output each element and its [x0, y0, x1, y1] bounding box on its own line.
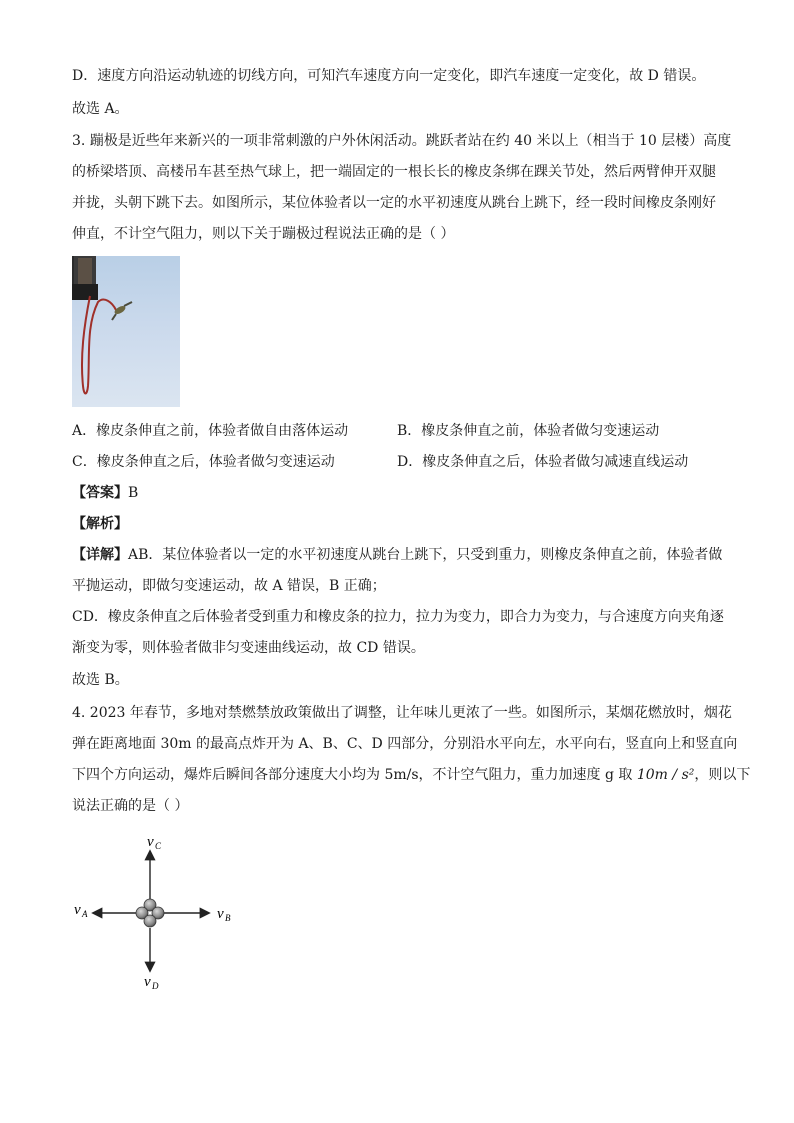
label-vc: v [147, 834, 154, 850]
option-d-explanation: D．速度方向沿运动轨迹的切线方向，可知汽车速度方向一定变化，即汽车速度一定变化，故 D 错误。 [72, 68, 706, 84]
detail-line-2: 平抛运动，即做匀变速运动，故 A 错误，B 正确； [72, 578, 386, 594]
question-4-line-1: 4. 2023 年春节，多地对禁燃禁放政策做出了调整，让年味儿更浓了一些。如图所示，某烟花燃放时，烟花 [72, 705, 732, 721]
option-b: B．橡皮条伸直之前，体验者做匀变速运动 [397, 423, 660, 439]
question-3-line-2: 的桥梁塔顶、高楼吊车甚至热气球上，把一端固定的一根长长的橡皮条绑在踝关节处，然后两臂伸开双腿 [72, 164, 716, 180]
option-a: A．橡皮条伸直之前，体验者做自由落体运动 [72, 423, 349, 439]
answer-label: 【答案】 [72, 485, 128, 501]
detail-label: 【详解】 [72, 547, 128, 563]
velocity-diagram [72, 830, 242, 998]
analysis-label: 【解析】 [72, 516, 128, 532]
label-vd: v [144, 974, 151, 990]
detail-line-5: 故选 B。 [72, 672, 129, 688]
detail-text-1: AB．某位体验者以一定的水平初速度从跳台上跳下，只受到重力，则橡皮条伸直之前，体验者做 [128, 547, 723, 563]
label-va: v [74, 902, 81, 918]
question-4-line-4: 说法正确的是（ ） [72, 798, 189, 814]
answer-choice-prev: 故选 A。 [72, 101, 129, 117]
detail-line-3: CD．橡皮条伸直之后体验者受到重力和橡皮条的拉力，拉力为变力，即合力为变力，与合速度方向夹角逐 [72, 609, 724, 625]
option-c: C．橡皮条伸直之后，体验者做匀变速运动 [72, 454, 335, 470]
question-3-line-3: 并拢，头朝下跳下去。如图所示，某位体验者以一定的水平初速度从跳台上跳下，经一段时间橡皮条刚好 [72, 195, 716, 211]
question-4-text-3c: ，则以下 [694, 767, 751, 783]
answer-value: B [128, 485, 139, 501]
bungee-photo [72, 256, 180, 407]
detail-line-4: 渐变为零，则体验者做非匀变速曲线运动，故 CD 错误。 [72, 640, 425, 656]
question-3-line-4: 伸直，不计空气阻力，则以下关于蹦极过程说法正确的是（ ） [72, 226, 455, 242]
question-4-text-3a: 下四个方向运动，爆炸后瞬间各部分速度大小均为 5m/s，不计空气阻力，重力加速度 g 取 [72, 767, 633, 783]
question-4-line-3 [72, 765, 750, 785]
detail-line-1 [72, 545, 722, 565]
label-vb: v [217, 906, 224, 922]
velocity-arrows [72, 830, 242, 998]
option-d: D．橡皮条伸直之后，体验者做匀减速直线运动 [397, 454, 689, 470]
question-3-line-1: 3. 蹦极是近些年来新兴的一项非常刺激的户外休闲活动。跳跃者站在约 40 米以上（相当于 10 层楼）高度 [72, 133, 732, 149]
question-4-line-2: 弹在距离地面 30m 的最高点炸开为 A、B、C、D 四部分，分别沿水平向左，水平向右，竖直向上和竖直向 [72, 736, 738, 752]
label-vc-sub: C [155, 841, 162, 851]
label-va-sub: A [82, 909, 88, 919]
label-vb-sub: B [225, 913, 231, 923]
gravity-value: 10m / s² [636, 767, 695, 783]
label-vd-sub: D [152, 981, 159, 991]
answer-row [72, 483, 138, 503]
bungee-illustration [72, 256, 180, 407]
